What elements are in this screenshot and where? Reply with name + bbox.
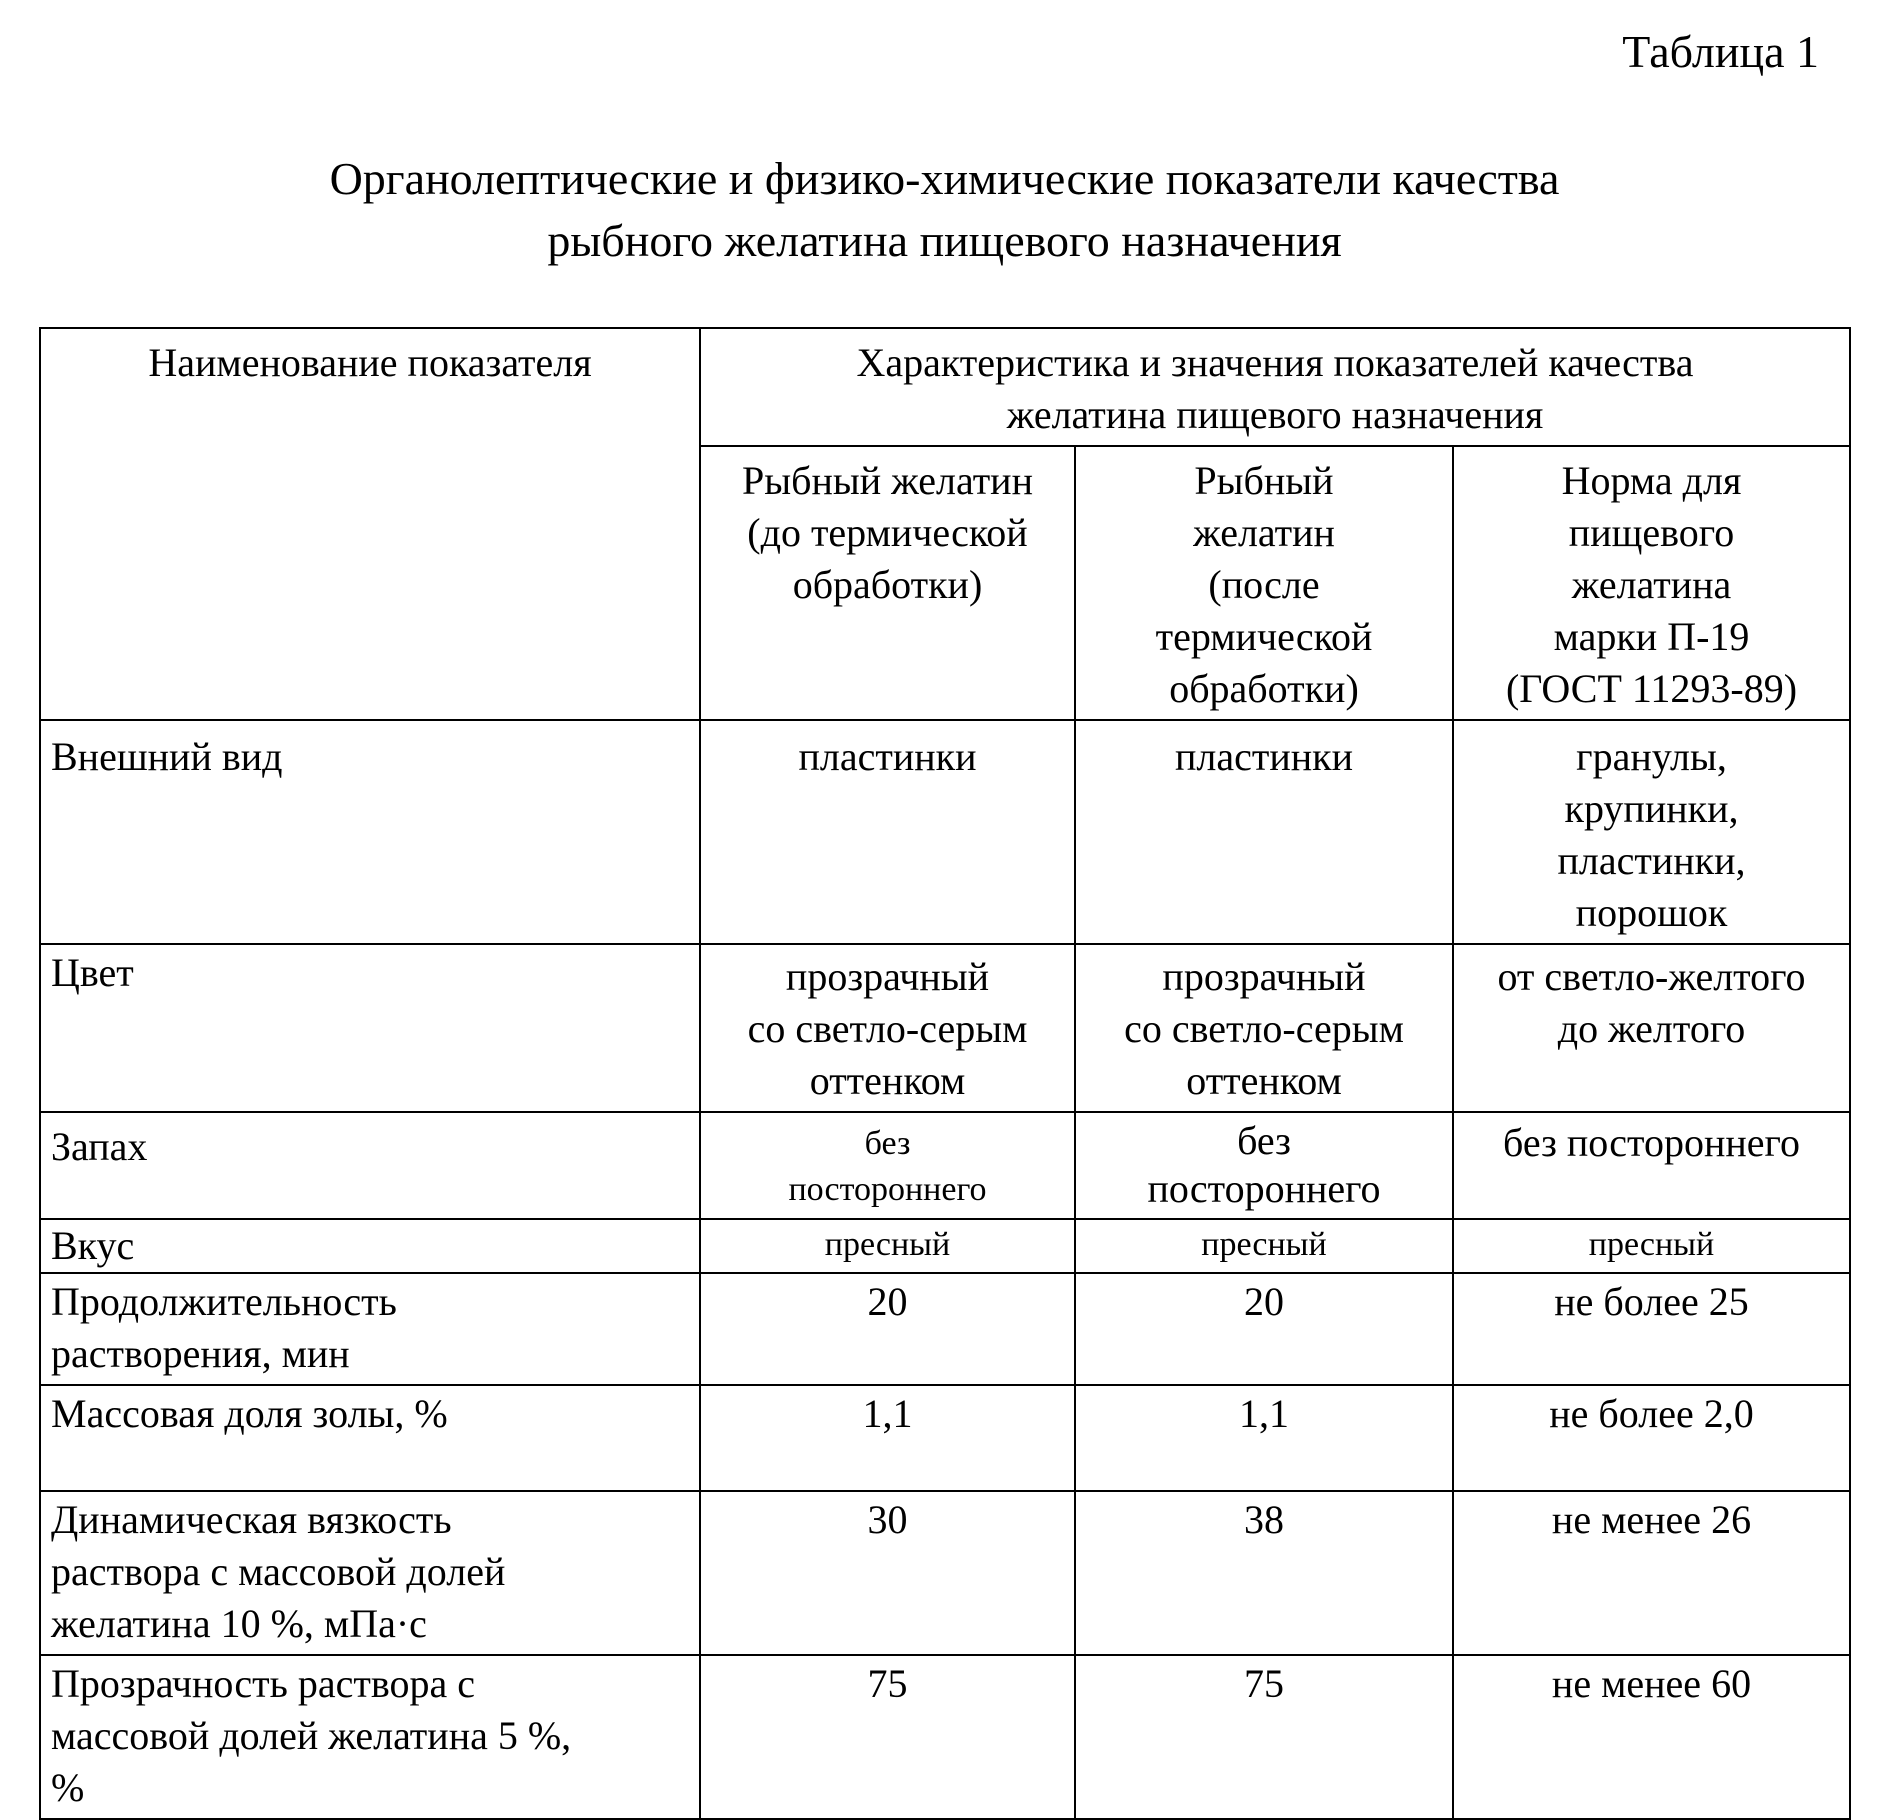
row-indicator-name bbox=[40, 1385, 700, 1491]
header-col-line: обработки) bbox=[1169, 666, 1359, 711]
row-name-line: Внешний вид bbox=[51, 734, 283, 779]
row-name-line: Цвет bbox=[51, 950, 134, 995]
row-value-norm bbox=[1453, 1273, 1850, 1385]
value-line: постороннего bbox=[1147, 1166, 1381, 1211]
row-name-line: % bbox=[51, 1765, 85, 1810]
row-value-norm bbox=[1453, 1219, 1850, 1273]
value-line: постороннего bbox=[788, 1171, 987, 1208]
table-row bbox=[40, 1219, 1850, 1273]
row-indicator-name bbox=[40, 1219, 700, 1273]
header-col-line: желатин bbox=[1193, 510, 1335, 555]
value-line: пресный bbox=[1201, 1226, 1327, 1263]
row-value-after bbox=[1075, 1385, 1453, 1491]
row-value-norm bbox=[1453, 1655, 1850, 1819]
value-line: пресный bbox=[1588, 1226, 1715, 1263]
quality-indicators-table bbox=[39, 327, 1851, 1820]
value-line: со светло-серым bbox=[1124, 1006, 1404, 1051]
header-col-line: термической bbox=[1155, 614, 1373, 659]
header-col-line: (после bbox=[1208, 562, 1320, 607]
header-col-before-treatment bbox=[700, 446, 1075, 720]
row-name-line: Продолжительность bbox=[51, 1279, 397, 1324]
header-indicator-name: Наименование показателя bbox=[40, 328, 700, 720]
header-col-line: (ГОСТ 11293-89) bbox=[1505, 666, 1798, 711]
value-line: 20 bbox=[867, 1279, 908, 1324]
value-line: порошок bbox=[1575, 890, 1728, 935]
header-characteristics-group bbox=[700, 328, 1850, 446]
header-row-group bbox=[40, 328, 1850, 446]
row-name-line: Прозрачность раствора с bbox=[51, 1661, 475, 1706]
value-line: без bbox=[864, 1125, 911, 1162]
table-row bbox=[40, 944, 1850, 1112]
value-line: прозрачный bbox=[785, 954, 990, 999]
row-name-line: Запах bbox=[51, 1124, 148, 1169]
title-line-2: рыбного желатина пищевого назначения bbox=[547, 215, 1342, 266]
header-col-line: марки П-19 bbox=[1553, 614, 1750, 659]
value-line: не более 2,0 bbox=[1549, 1391, 1754, 1436]
row-value-after bbox=[1075, 1655, 1453, 1819]
value-line: 38 bbox=[1244, 1497, 1284, 1542]
row-value-after bbox=[1075, 720, 1453, 944]
row-value-after bbox=[1075, 1112, 1453, 1219]
document-title bbox=[0, 148, 1889, 272]
value-line: 75 bbox=[1244, 1661, 1284, 1706]
row-value-after bbox=[1075, 944, 1453, 1112]
value-line: гранулы, bbox=[1576, 734, 1727, 779]
value-line: прозрачный bbox=[1162, 954, 1366, 999]
value-line: не менее 60 bbox=[1551, 1661, 1752, 1706]
row-name-line: раствора с массовой долей bbox=[51, 1549, 506, 1594]
value-line: не более 25 bbox=[1554, 1279, 1749, 1324]
row-value-before bbox=[700, 944, 1075, 1112]
value-line: 30 bbox=[867, 1497, 908, 1542]
value-line: пластинки bbox=[1174, 734, 1353, 779]
header-col-line: Норма для bbox=[1561, 458, 1742, 503]
row-value-after bbox=[1075, 1219, 1453, 1273]
value-line: не менее 26 bbox=[1551, 1497, 1752, 1542]
table-row bbox=[40, 1655, 1850, 1819]
row-indicator-name bbox=[40, 1273, 700, 1385]
row-indicator-name bbox=[40, 720, 700, 944]
header-col-line: пищевого bbox=[1568, 510, 1735, 555]
header-col-line: обработки) bbox=[792, 562, 983, 607]
row-value-after bbox=[1075, 1273, 1453, 1385]
row-value-norm bbox=[1453, 720, 1850, 944]
row-value-norm bbox=[1453, 1385, 1850, 1491]
row-name-line: желатина 10 %, мПа·с bbox=[51, 1601, 427, 1646]
row-value-before bbox=[700, 1219, 1075, 1273]
row-indicator-name bbox=[40, 1112, 700, 1219]
value-line: без постороннего bbox=[1503, 1120, 1800, 1165]
row-value-norm bbox=[1453, 1112, 1850, 1219]
value-line: оттенком bbox=[1186, 1058, 1342, 1103]
table-row bbox=[40, 1273, 1850, 1385]
row-name-line: Вкус bbox=[51, 1223, 135, 1268]
row-value-norm bbox=[1453, 944, 1850, 1112]
header-group-line-1: Характеристика и значения показателей качества bbox=[856, 340, 1694, 385]
value-line: пластинки bbox=[798, 734, 977, 779]
row-value-norm bbox=[1453, 1491, 1850, 1655]
header-col-after-treatment bbox=[1075, 446, 1453, 720]
value-line: без bbox=[1237, 1118, 1291, 1163]
title-line-1: Органолептические и физико-химические показатели качества bbox=[329, 153, 1560, 204]
header-col-norm bbox=[1453, 446, 1850, 720]
table-row bbox=[40, 720, 1850, 944]
table-row bbox=[40, 1385, 1850, 1491]
row-value-before bbox=[700, 1655, 1075, 1819]
value-line: 1,1 bbox=[862, 1391, 913, 1436]
value-line: до желтого bbox=[1557, 1006, 1746, 1051]
value-line: пластинки, bbox=[1557, 838, 1746, 883]
table-row bbox=[40, 1491, 1850, 1655]
table-row bbox=[40, 1112, 1850, 1219]
value-line: крупинки, bbox=[1564, 786, 1739, 831]
header-col-line: желатина bbox=[1571, 562, 1732, 607]
row-value-before bbox=[700, 1273, 1075, 1385]
value-line: оттенком bbox=[809, 1058, 966, 1103]
value-line: 1,1 bbox=[1239, 1391, 1289, 1436]
row-value-before bbox=[700, 720, 1075, 944]
row-value-before bbox=[700, 1385, 1075, 1491]
row-value-after bbox=[1075, 1491, 1453, 1655]
row-name-line: массовой долей желатина 5 %, bbox=[51, 1713, 572, 1758]
row-indicator-name bbox=[40, 944, 700, 1112]
row-indicator-name bbox=[40, 1655, 700, 1819]
row-name-line: Динамическая вязкость bbox=[51, 1497, 452, 1542]
header-col-line: (до термической bbox=[747, 510, 1028, 555]
row-name-line: Массовая доля золы, % bbox=[51, 1391, 448, 1436]
value-line: 20 bbox=[1244, 1279, 1284, 1324]
header-group-line-2: желатина пищевого назначения bbox=[1006, 392, 1544, 437]
value-line: 75 bbox=[867, 1661, 908, 1706]
header-col-line: Рыбный bbox=[1194, 458, 1334, 503]
row-name-line: растворения, мин bbox=[51, 1331, 350, 1376]
row-value-before bbox=[700, 1112, 1075, 1219]
row-value-before bbox=[700, 1491, 1075, 1655]
header-col-line: Рыбный желатин bbox=[742, 458, 1033, 503]
value-line: пресный bbox=[824, 1226, 951, 1263]
row-indicator-name bbox=[40, 1491, 700, 1655]
value-line: от светло-желтого bbox=[1497, 954, 1806, 999]
table-number-label: Таблица 1 bbox=[1622, 26, 1819, 77]
value-line: со светло-серым bbox=[747, 1006, 1028, 1051]
